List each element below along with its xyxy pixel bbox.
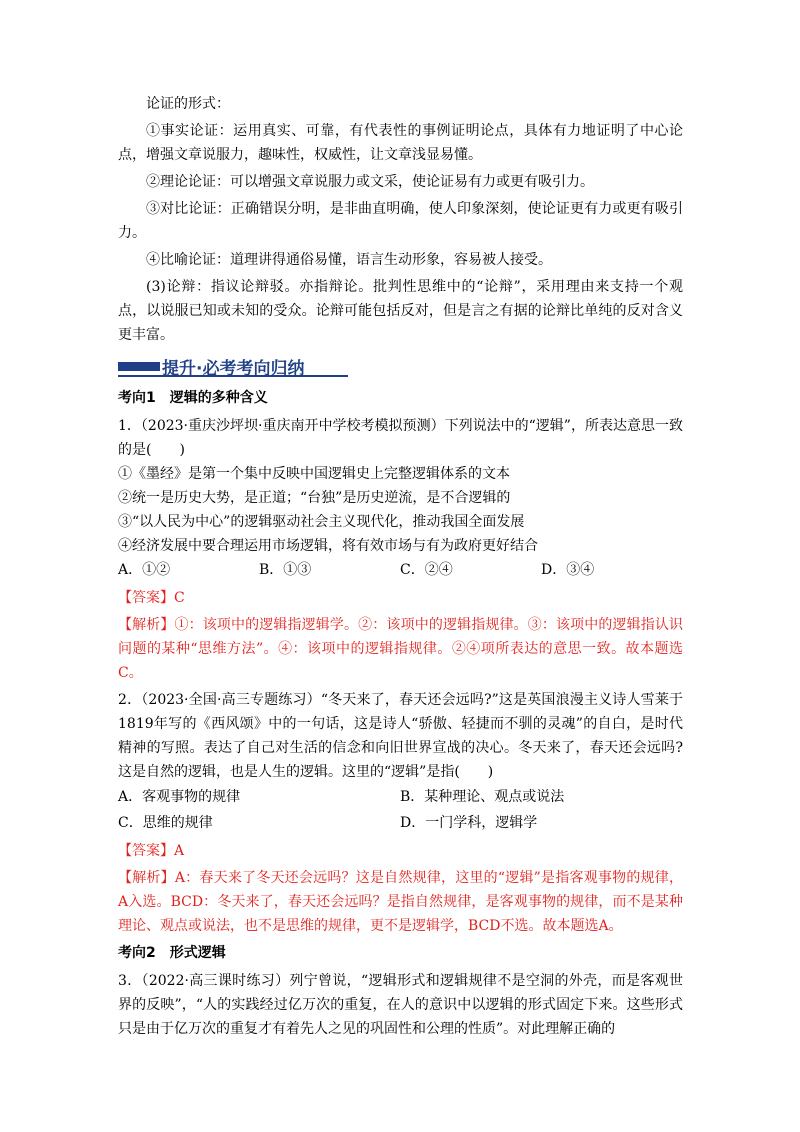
question-1-statement-3: ③“以人民为中心”的逻辑驱动社会主义现代化，推动我国全面发展: [118, 514, 525, 530]
question-3-stem: 3．（2022·高三课时练习）列宁曾说，“逻辑形式和逻辑规律不是空洞的外壳，而是客观世界的反映”，“人的实践经过亿万次的重复，在人的意识中以逻辑的形式固定下来。这些形式只是由于亿万次的重复才有着先人之见的巩固性和公理的性质”。对此理解正确的: [118, 973, 683, 1037]
question-1-options: [118, 558, 683, 583]
banner-title: 提升·必考考向归纳: [162, 359, 305, 379]
question-1-statement-4: ④经济发展中要合理运用市场逻辑，将有效市场与有为政府更好结合: [118, 538, 538, 554]
document-page: [118, 92, 683, 1041]
option-b: B．某种理论、观点或说法: [400, 789, 565, 805]
question-1-answer: 【答案】C: [118, 590, 185, 606]
banner-bar: [118, 362, 160, 371]
question-2-analysis: 【解析】A：春天来了冬天还会远吗？这是自然规律，这里的“逻辑”是指客观事物的规律，A入选。BCD：冬天来了，春天还会远吗？是指自然规律，是客观事物的规律，而不是某种理论、观点或说法，也不是思维的规律，更不是逻辑学，BCD不选。故本题选A。: [118, 870, 683, 934]
question-1-stem: 1．（2023·重庆沙坪坝·重庆南开中学校考模拟预测）下列说法中的“逻辑”，所表达意思一致的是( ): [118, 418, 683, 458]
question-2-answer: 【答案】A: [118, 843, 185, 859]
question-2-stem: 2．（2023·全国·高三专题练习）“冬天来了，春天还会远吗?”这是英国浪漫主义诗人雪莱于1819年写的《西风颂》中的一句话，这是诗人“骄傲、轻捷而不驯的灵魂”的自白，是时代精神的写照。表达了自己对生活的信念和向旧世界宣战的决心。冬天来了，春天还会远吗?这是自然的逻辑，也是人生的逻辑。这里的“逻辑”是指( ): [118, 692, 683, 780]
section-heading-1: 考向1 逻辑的多种含义: [118, 390, 268, 406]
question-1-statement-1: ①《墨经》是第一个集中反映中国逻辑史上完整逻辑体系的文本: [118, 466, 510, 482]
option-d: D．③④: [541, 562, 595, 578]
option-c: C．思维的规律: [118, 815, 213, 831]
intro-title: 论证的形式：: [146, 96, 230, 112]
option-d: D．一门学科，逻辑学: [400, 815, 538, 831]
argument-type-fact: ①事实论证：运用真实、可靠，有代表性的事例证明论点，具体有力地证明了中心论点，增强文章说服力，趣味性，权威性，让文章浅显易懂。: [118, 123, 683, 163]
section-banner: [118, 355, 683, 379]
question-1-analysis: 【解析】①：该项中的逻辑指逻辑学。②：该项中的逻辑指规律。③：该项中的逻辑指认识问题的某种“思维方法”。④：该项中的逻辑指规律。②④项所表达的意思一致。故本题选C。: [118, 617, 683, 681]
option-c: C．②④: [400, 562, 453, 578]
question-1-statement-2: ②统一是历史大势，是正道；“台独”是历史逆流，是不合逻辑的: [118, 490, 511, 506]
section-heading-2: 考向2 形式逻辑: [118, 945, 226, 961]
option-b: B．①③: [259, 562, 312, 578]
argument-type-metaphor: ④比喻论证：道理讲得通俗易懂，语言生动形象，容易被人接受。: [146, 252, 552, 268]
argument-type-theory: ②理论论证：可以增强文章说服力或文采，使论证易有力或更有吸引力。: [146, 174, 594, 190]
debate-paragraph: (3)论辩：指议论辩驳。亦指辩论。批判性思维中的“论辩”，采用理由来支持一个观点，以说服已知或未知的受众。论辩可能包括反对，但是言之有据的论辩比单纯的反对含义更丰富。: [118, 279, 683, 343]
question-2-options: [118, 784, 683, 836]
argument-type-contrast: ③对比论证：正确错误分明，是非曲直明确，使人印象深刻，使论证更有力或更有吸引力。: [118, 201, 683, 241]
option-a: A．客观事物的规律: [118, 789, 241, 805]
option-a: A．①②: [118, 562, 171, 578]
